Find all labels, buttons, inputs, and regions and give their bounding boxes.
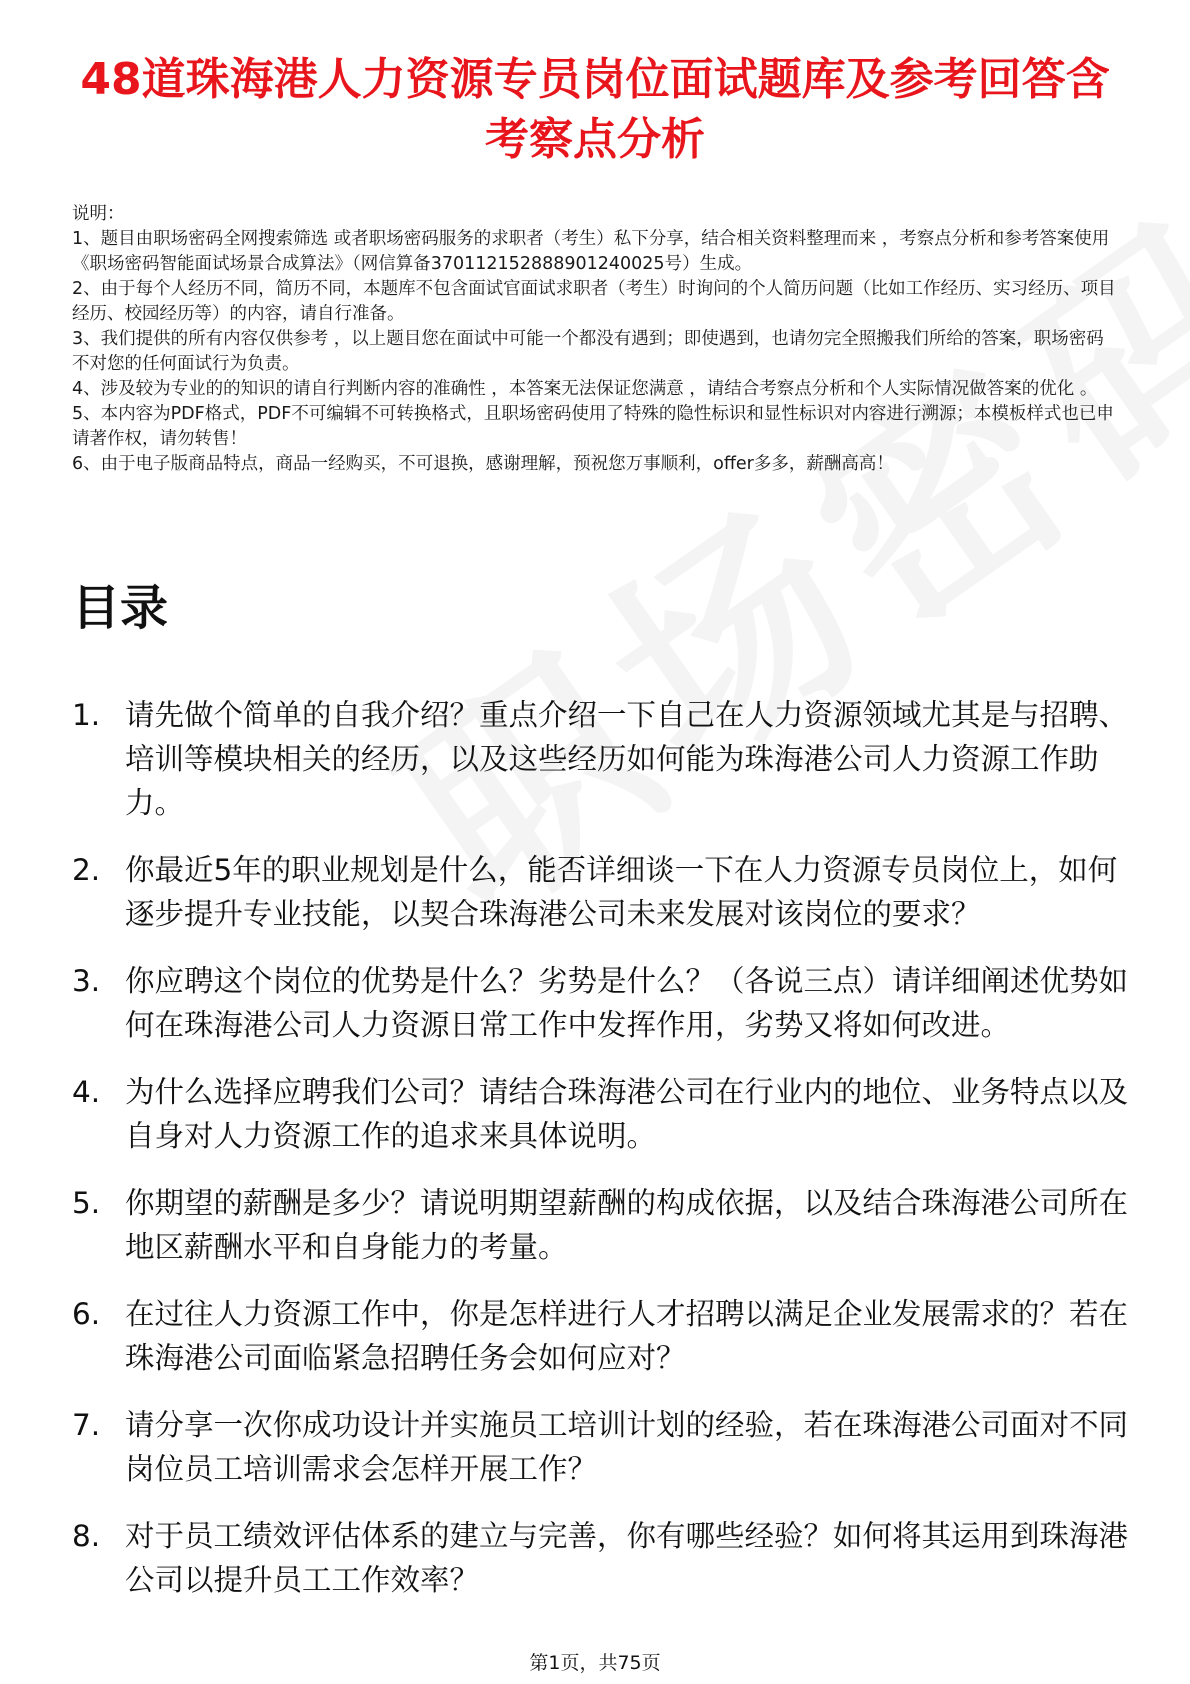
toc-item[interactable] [72, 1181, 1132, 1269]
toc-item-text: 你应聘这个岗位的优势是什么？劣势是什么？（各说三点）请详细阐述优势如何在珠海港公司人力资源日常工作中发挥作用，劣势又将如何改进。 [125, 964, 1129, 1042]
toc-item-text: 为什么选择应聘我们公司？请结合珠海港公司在行业内的地位、业务特点以及自身对人力资源工作的追求来具体说明。 [125, 1075, 1129, 1153]
toc-item[interactable] [72, 1070, 1132, 1158]
toc-item-number: 5. [72, 1186, 101, 1220]
toc-item[interactable] [72, 693, 1132, 825]
page-footer: 第1页，共75页 [529, 1652, 661, 1674]
notes-item: 3、我们提供的所有内容仅供参考 ，以上题目您在面试中可能一个都没有遇到；即使遇到，也请勿完全照搬我们所给的答案，职场密码不对您的任何面试行为负责。 [72, 329, 1104, 374]
toc-item-text: 请分享一次你成功设计并实施员工培训计划的经验，若在珠海港公司面对不同岗位员工培训需求会怎样开展工作？ [125, 1408, 1129, 1486]
notes-item: 6、由于电子版商品特点，商品一经购买，不可退换，感谢理解，预祝您万事顺利，offer多多，薪酬高高！ [72, 454, 894, 474]
notes-section [72, 202, 1118, 477]
toc-item[interactable] [72, 848, 1132, 936]
toc-item-number: 8. [72, 1519, 101, 1553]
toc-item-number: 6. [72, 1297, 101, 1331]
toc-item-number: 1. [72, 698, 101, 732]
toc-item-number: 2. [72, 853, 101, 887]
toc-item-text: 你最近5年的职业规划是什么，能否详细谈一下在人力资源专员岗位上，如何逐步提升专业技能，以契合珠海港公司未来发展对该岗位的要求？ [125, 853, 1118, 931]
toc-item-text: 你期望的薪酬是多少？请说明期望薪酬的构成依据，以及结合珠海港公司所在地区薪酬水平和自身能力的考量。 [125, 1186, 1129, 1264]
notes-item: 2、由于每个人经历不同，简历不同，本题库不包含面试官面试求职者（考生）时询问的个人简历问题（比如工作经历、实习经历、项目经历、校园经历等）的内容，请自行准备。 [72, 279, 1116, 324]
toc-list [72, 693, 1132, 1625]
toc-item-text: 对于员工绩效评估体系的建立与完善，你有哪些经验？如何将其运用到珠海港公司以提升员工工作效率？ [125, 1519, 1129, 1597]
toc-item-text: 在过往人力资源工作中，你是怎样进行人才招聘以满足企业发展需求的？若在珠海港公司面临紧急招聘任务会如何应对？ [125, 1297, 1129, 1375]
toc-item-text: 请先做个简单的自我介绍？重点介绍一下自己在人力资源领域尤其是与招聘、培训等模块相关的经历，以及这些经历如何能为珠海港公司人力资源工作助力。 [125, 698, 1129, 820]
toc-item[interactable] [72, 959, 1132, 1047]
toc-item-number: 4. [72, 1075, 101, 1109]
toc-heading: 目录 [72, 580, 169, 636]
document-title: 48道珠海港人力资源专员岗位面试题库及参考回答含考察点分析 [80, 54, 1110, 165]
notes-item: 1、题目由职场密码全网搜索筛选 或者职场密码服务的求职者（考生）私下分享，结合相关资料整理而来 ，考察点分析和参考答案使用《职场密码智能面试场景合成算法》（网信算备370112152888901240025号）生成。 [72, 229, 1110, 274]
toc-item[interactable] [72, 1514, 1132, 1602]
toc-item-number: 3. [72, 964, 101, 998]
toc-item-number: 7. [72, 1408, 101, 1442]
notes-item: 4、涉及较为专业的的知识的请自行判断内容的准确性 ，本答案无法保证您满意 ，请结合考察点分析和个人实际情况做答案的优化 。 [72, 379, 1098, 399]
notes-item: 5、本内容为PDF格式，PDF不可编辑不可转换格式，且职场密码使用了特殊的隐性标识和显性标识对内容进行溯源；本模板样式也已申请著作权，请勿转售！ [72, 404, 1114, 449]
toc-item[interactable] [72, 1292, 1132, 1380]
toc-item[interactable] [72, 1403, 1132, 1491]
notes-heading: 说明： [72, 204, 125, 224]
